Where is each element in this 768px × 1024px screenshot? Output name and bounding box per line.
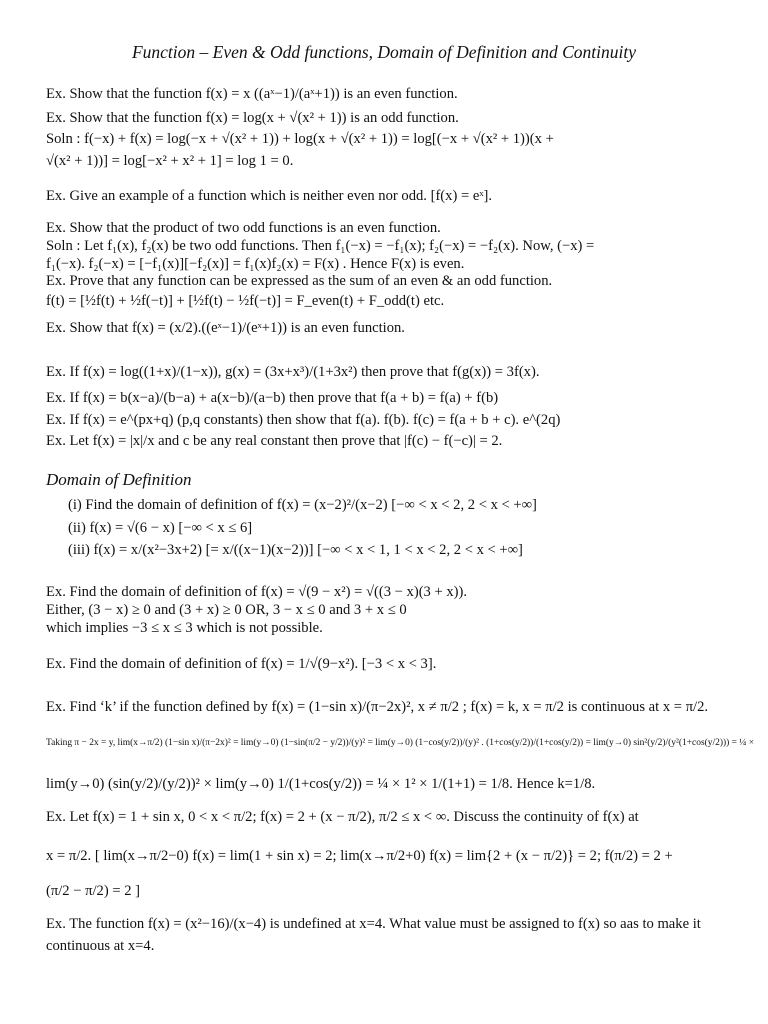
text-line: √(x² + 1))] = log[−x² + x² + 1] = log 1 = 0. bbox=[46, 153, 294, 169]
text-line: Either, (3 − x) ≥ 0 and (3 + x) ≥ 0 OR, 3 − x ≤ 0 and 3 + x ≤ 0 bbox=[46, 602, 407, 618]
text-line: Ex. Let f(x) = |x|/x and c be any real constant then prove that |f(c) − f(−c)| = 2. bbox=[46, 433, 503, 449]
text-line: x = π/2. [ lim(x→π/2−0) f(x) = lim(1 + sin x) = 2; lim(x→π/2+0) f(x) = lim{2 + (x − π/2)} = 2; f(π/2) = 2 + bbox=[46, 848, 673, 864]
text-line: Ex. Let f(x) = 1 + sin x, 0 < x < π/2; f(x) = 2 + (x − π/2), π/2 ≤ x < ∞. Discuss the continuity of f(x) at bbox=[46, 809, 639, 825]
text-line: (iii) f(x) = x/(x²−3x+2) [= x/((x−1)(x−2))] [−∞ < x < 1, 1 < x < 2, 2 < x < +∞] bbox=[68, 542, 523, 558]
text-line: Ex. Find the domain of definition of f(x) = √(9 − x²) = √((3 − x)(3 + x)). bbox=[46, 584, 468, 600]
text-line: f(t) = [½f(t) + ½f(−t)] + [½f(t) − ½f(−t)] = F_even(t) + F_odd(t) etc. bbox=[46, 293, 445, 309]
text-line: (π/2 − π/2) = 2 ] bbox=[46, 883, 141, 899]
text-line: Ex. Show that the function f(x) = log(x + √(x² + 1)) is an odd function. bbox=[46, 110, 459, 126]
text-line: Ex. Show that the function f(x) = x ((aˣ−1)/(aˣ+1)) is an even function. bbox=[46, 86, 458, 102]
page-title: Function – Even & Odd functions, Domain of Definition and Continuity bbox=[131, 42, 637, 62]
text-line: continuous at x=4. bbox=[46, 938, 155, 954]
text-line: Soln : Let f₁(x), f₂(x) be two odd functions. Then f₁(−x) = −f₁(x); f₂(−x) = −f₂(x). Now, (−x) = bbox=[46, 238, 595, 254]
text-line: Taking π − 2x = y, lim(x→π/2) (1−sin x)/(π−2x)² = lim(y→0) (1−sin(π/2 − y/2))/(y)² = lim(y→0) (1−cos(y/2))/(y)² . (1+cos(y/2))/(1+cos(y/2)) = lim(y→0) sin²(y/2)/(y²(1+cos(y/2))) = ¼ × bbox=[46, 738, 755, 748]
text-line: (ii) f(x) = √(6 − x) [−∞ < x ≤ 6] bbox=[68, 520, 253, 536]
text-line: Ex. Give an example of a function which is neither even nor odd. [f(x) = eˣ]. bbox=[46, 188, 493, 204]
text-line: Ex. If f(x) = b(x−a)/(b−a) + a(x−b)/(a−b) then prove that f(a + b) = f(a) + f(b) bbox=[46, 390, 499, 406]
text-line: lim(y→0) (sin(y/2)/(y/2))² × lim(y→0) 1/(1+cos(y/2)) = ¼ × 1² × 1/(1+1) = 1/8. Hence k=1/8. bbox=[46, 776, 596, 792]
text-line: Ex. If f(x) = log((1+x)/(1−x)), g(x) = (3x+x³)/(1+3x²) then prove that f(g(x)) = 3f(x). bbox=[46, 364, 540, 380]
text-line: (i) Find the domain of definition of f(x) = (x−2)²/(x−2) [−∞ < x < 2, 2 < x < +∞] bbox=[68, 497, 537, 513]
text-line: Ex. Find ‘k’ if the function defined by f(x) = (1−sin x)/(π−2x)², x ≠ π/2 ; f(x) = k, x = π/2 is continuous at x = π/2. bbox=[46, 699, 709, 715]
text-line: Ex. If f(x) = e^(px+q) (p,q constants) then show that f(a). f(b). f(c) = f(a + b + c). e^(2q) bbox=[46, 412, 561, 428]
text-line: Ex. Show that the product of two odd functions is an even function. bbox=[46, 220, 441, 236]
text-line: Ex. Find the domain of definition of f(x) = 1/√(9−x²). [−3 < x < 3]. bbox=[46, 656, 437, 672]
text-line: Ex. Prove that any function can be expressed as the sum of an even & an odd function. bbox=[46, 273, 553, 289]
text-line: Ex. Show that f(x) = (x/2).((eˣ−1)/(eˣ+1)) is an even function. bbox=[46, 320, 405, 336]
text-line: which implies −3 ≤ x ≤ 3 which is not possible. bbox=[46, 620, 323, 636]
section-heading-domain: Domain of Definition bbox=[46, 470, 192, 489]
text-line: f₁(−x). f₂(−x) = [−f₁(x)][−f₂(x)] = f₁(x)f₂(x) = F(x) . Hence F(x) is even. bbox=[46, 256, 465, 272]
text-line: Ex. The function f(x) = (x²−16)/(x−4) is undefined at x=4. What value must be assigned to f(x) so aas to make it bbox=[46, 916, 701, 932]
text-line: Soln : f(−x) + f(x) = log(−x + √(x² + 1)) + log(x + √(x² + 1)) = log[(−x + √(x² + 1))(x + bbox=[46, 131, 554, 147]
